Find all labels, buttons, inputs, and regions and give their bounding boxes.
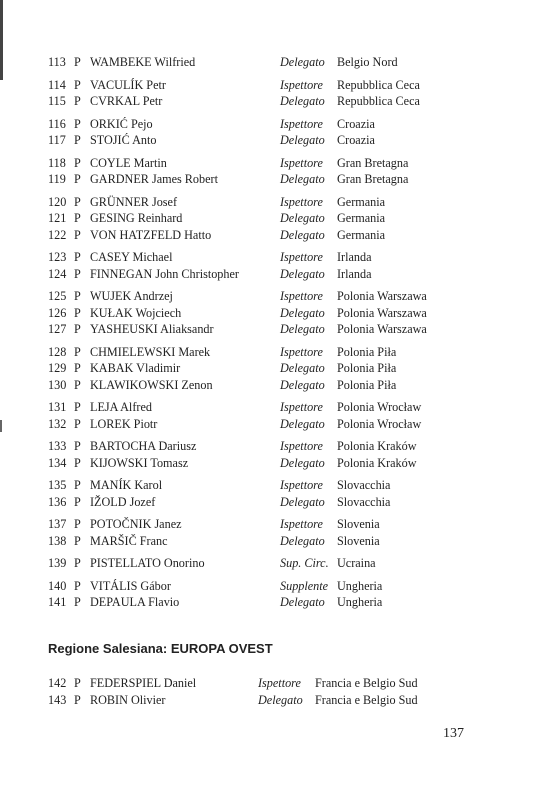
list-group — [48, 578, 498, 611]
row-role: Delegato — [280, 533, 325, 548]
row-role: Ispettore — [280, 194, 323, 209]
list-group — [48, 516, 498, 549]
row-p: P — [74, 322, 81, 336]
row-role: Ispettore — [280, 77, 323, 92]
row-p: P — [74, 692, 81, 707]
row-prov: Francia e Belgio Sud — [315, 676, 418, 690]
list-group — [48, 77, 498, 110]
list-row — [48, 533, 498, 550]
row-num: 142 — [48, 676, 67, 690]
list-row — [48, 321, 498, 338]
list-row — [48, 132, 498, 149]
row-num: 117 — [48, 133, 66, 147]
row-num: 121 — [48, 211, 67, 225]
row-prov: Polonia Warszawa — [337, 289, 427, 303]
row-num: 137 — [48, 517, 67, 531]
row-num: 134 — [48, 455, 67, 470]
row-num: 124 — [48, 266, 67, 281]
row-role: Ispettore — [258, 676, 301, 690]
row-role: Sup. Circ. — [280, 556, 329, 570]
list-row — [48, 54, 498, 71]
list-row — [48, 438, 498, 455]
row-p: P — [74, 250, 81, 264]
row-role: Delegato — [280, 416, 325, 431]
row-p: P — [74, 133, 81, 147]
row-prov: Ucraina — [337, 556, 376, 570]
row-name: CVRKAL Petr — [90, 94, 163, 108]
row-num: 115 — [48, 94, 66, 108]
row-num: 120 — [48, 194, 67, 209]
list-group — [48, 344, 498, 394]
row-num: 130 — [48, 377, 67, 392]
row-num: 118 — [48, 155, 66, 170]
row-name: BARTOCHA Dariusz — [90, 439, 197, 453]
row-p: P — [74, 155, 81, 170]
page-edge-mark — [0, 0, 3, 80]
list-group — [48, 399, 498, 432]
list-row — [48, 288, 498, 305]
row-num: 126 — [48, 305, 67, 320]
row-prov: Germania — [337, 227, 386, 242]
row-num: 113 — [48, 55, 66, 69]
row-name: DEPAULA Flavio — [90, 595, 180, 609]
list-row — [48, 360, 498, 377]
row-role: Delegato — [280, 211, 325, 225]
row-name: KABAK Vladimir — [90, 361, 181, 375]
row-name: IŽOLD Jozef — [90, 494, 156, 509]
page-edge-mark — [0, 420, 2, 432]
list-row — [48, 344, 498, 361]
row-name: WUJEK Andrzej — [90, 289, 173, 303]
row-name: FINNEGAN John Christopher — [90, 266, 239, 281]
list-row — [48, 675, 498, 692]
row-prov: Irlanda — [337, 250, 372, 264]
list-row — [48, 266, 498, 283]
row-role: Ispettore — [280, 155, 323, 170]
row-role: Delegato — [280, 361, 325, 375]
row-num: 133 — [48, 439, 67, 453]
row-num: 140 — [48, 578, 67, 593]
row-num: 116 — [48, 116, 66, 131]
row-prov: Slovacchia — [337, 494, 391, 509]
row-role: Ispettore — [280, 250, 323, 264]
row-p: P — [74, 556, 81, 570]
list-row — [48, 171, 498, 188]
row-role: Ispettore — [280, 439, 323, 453]
row-role: Ispettore — [280, 344, 323, 359]
row-p: P — [74, 305, 81, 320]
row-p: P — [74, 439, 81, 453]
row-prov: Slovacchia — [337, 478, 391, 492]
list-row — [48, 494, 498, 511]
list-row — [48, 116, 498, 133]
row-role: Supplente — [280, 578, 329, 593]
row-prov: Ungheria — [337, 578, 383, 593]
row-p: P — [74, 416, 81, 431]
row-role: Delegato — [280, 322, 325, 336]
list-group — [48, 116, 498, 149]
row-p: P — [74, 517, 81, 531]
row-name: GARDNER James Robert — [90, 172, 218, 186]
row-role: Delegato — [280, 266, 325, 281]
list-row — [48, 516, 498, 533]
row-prov: Belgio Nord — [337, 55, 398, 69]
row-prov: Polonia Kraków — [337, 439, 417, 453]
row-p: P — [74, 400, 81, 414]
row-name: WAMBEKE Wilfried — [90, 55, 196, 69]
row-role: Ispettore — [280, 517, 323, 531]
row-prov: Repubblica Ceca — [337, 94, 420, 108]
list-group — [48, 288, 498, 338]
row-p: P — [74, 94, 81, 108]
row-role: Ispettore — [280, 400, 323, 414]
row-p: P — [74, 455, 81, 470]
row-role: Delegato — [280, 455, 325, 470]
row-name: GRÜNNER Josef — [90, 194, 178, 209]
row-prov: Slovenia — [337, 533, 380, 548]
list-group — [48, 477, 498, 510]
row-num: 135 — [48, 478, 67, 492]
list-row — [48, 377, 498, 394]
row-role: Ispettore — [280, 116, 323, 131]
row-role: Delegato — [280, 94, 325, 108]
row-num: 143 — [48, 692, 67, 707]
row-name: KIJOWSKI Tomasz — [90, 455, 189, 470]
row-prov: Polonia Warszawa — [337, 305, 427, 320]
list-row — [48, 194, 498, 211]
row-prov: Polonia Piła — [337, 377, 397, 392]
row-prov: Polonia Wrocław — [337, 400, 422, 414]
row-num: 132 — [48, 416, 67, 431]
row-p: P — [74, 289, 81, 303]
row-num: 123 — [48, 250, 67, 264]
row-prov: Polonia Warszawa — [337, 322, 427, 336]
section-title: Regione Salesiana: EUROPA OVEST — [48, 641, 273, 656]
list-row — [48, 578, 498, 595]
row-name: VON HATZFELD Hatto — [90, 227, 212, 242]
member-list — [48, 54, 498, 617]
list-group — [48, 249, 498, 282]
row-num: 138 — [48, 533, 67, 548]
row-p: P — [74, 227, 81, 242]
row-num: 131 — [48, 400, 67, 414]
row-prov: Germania — [337, 211, 386, 225]
row-name: LOREK Piotr — [90, 416, 158, 431]
row-name: MANÍK Karol — [90, 478, 163, 492]
list-row — [48, 93, 498, 110]
row-prov: Croazia — [337, 133, 375, 147]
row-p: P — [74, 676, 81, 690]
row-prov: Polonia Wrocław — [337, 416, 422, 431]
row-p: P — [74, 533, 81, 548]
row-role: Delegato — [280, 494, 325, 509]
row-name: LEJA Alfred — [90, 400, 152, 414]
list-row — [48, 227, 498, 244]
list-row — [48, 249, 498, 266]
row-p: P — [74, 55, 81, 69]
row-num: 114 — [48, 77, 66, 92]
row-name: GESING Reinhard — [90, 211, 183, 225]
row-p: P — [74, 595, 81, 609]
list-group — [48, 194, 498, 244]
row-p: P — [74, 494, 81, 509]
row-num: 136 — [48, 494, 67, 509]
list-row — [48, 555, 498, 572]
row-prov: Irlanda — [337, 266, 372, 281]
row-prov: Croazia — [337, 116, 375, 131]
row-name: POTOČNIK Janez — [90, 517, 182, 531]
row-name: KUŁAK Wojciech — [90, 305, 182, 320]
row-name: YASHEUSKI Aliaksandr — [90, 322, 214, 336]
row-role: Delegato — [280, 595, 325, 609]
list-row — [48, 477, 498, 494]
row-role: Delegato — [258, 692, 303, 707]
row-name: CASEY Michael — [90, 250, 173, 264]
row-prov: Francia e Belgio Sud — [315, 692, 418, 707]
row-name: COYLE Martin — [90, 155, 167, 170]
list-group — [48, 438, 498, 471]
row-role: Delegato — [280, 377, 325, 392]
row-p: P — [74, 77, 81, 92]
row-p: P — [74, 344, 81, 359]
list-group — [48, 155, 498, 188]
row-name: VACULÍK Petr — [90, 77, 166, 92]
row-p: P — [74, 266, 81, 281]
row-role: Delegato — [280, 133, 325, 147]
row-num: 128 — [48, 344, 67, 359]
row-role: Delegato — [280, 172, 325, 186]
row-num: 129 — [48, 361, 67, 375]
row-p: P — [74, 116, 81, 131]
row-num: 139 — [48, 556, 67, 570]
row-p: P — [74, 361, 81, 375]
row-p: P — [74, 172, 81, 186]
row-name: MARŠIČ Franc — [90, 533, 168, 548]
row-prov: Germania — [337, 194, 386, 209]
row-num: 122 — [48, 227, 67, 242]
row-role: Delegato — [280, 227, 325, 242]
list-row — [48, 692, 498, 709]
row-p: P — [74, 478, 81, 492]
row-name: ROBIN Olivier — [90, 692, 166, 707]
row-prov: Slovenia — [337, 517, 380, 531]
list-row — [48, 416, 498, 433]
list-row — [48, 399, 498, 416]
row-name: FEDERSPIEL Daniel — [90, 676, 197, 690]
row-prov: Gran Bretagna — [337, 155, 409, 170]
row-p: P — [74, 578, 81, 593]
list-row — [48, 77, 498, 94]
row-role: Ispettore — [280, 478, 323, 492]
list-row — [48, 594, 498, 611]
row-name: CHMIELEWSKI Marek — [90, 344, 211, 359]
row-prov: Polonia Piła — [337, 344, 397, 359]
row-prov: Polonia Kraków — [337, 455, 417, 470]
row-p: P — [74, 211, 81, 225]
row-num: 127 — [48, 322, 67, 336]
row-prov: Repubblica Ceca — [337, 77, 420, 92]
row-role: Ispettore — [280, 289, 323, 303]
row-num: 125 — [48, 289, 67, 303]
row-num: 119 — [48, 172, 66, 186]
list-row — [48, 305, 498, 322]
row-name: VITÁLIS Gábor — [90, 578, 171, 593]
row-name: ORKIĆ Pejo — [90, 116, 153, 131]
row-role: Delegato — [280, 55, 325, 69]
page-number: 137 — [443, 726, 464, 741]
list-group — [48, 54, 498, 71]
row-role: Delegato — [280, 305, 325, 320]
list-row — [48, 210, 498, 227]
row-prov: Gran Bretagna — [337, 172, 409, 186]
list-row — [48, 455, 498, 472]
section-member-list — [48, 675, 498, 708]
row-p: P — [74, 194, 81, 209]
row-name: STOJIĆ Anto — [90, 133, 157, 147]
list-group — [48, 555, 498, 572]
row-p: P — [74, 377, 81, 392]
list-row — [48, 155, 498, 172]
row-prov: Ungheria — [337, 595, 383, 609]
row-name: PISTELLATO Onorino — [90, 556, 205, 570]
row-name: KLAWIKOWSKI Zenon — [90, 377, 213, 392]
row-num: 141 — [48, 595, 67, 609]
row-prov: Polonia Piła — [337, 361, 397, 375]
